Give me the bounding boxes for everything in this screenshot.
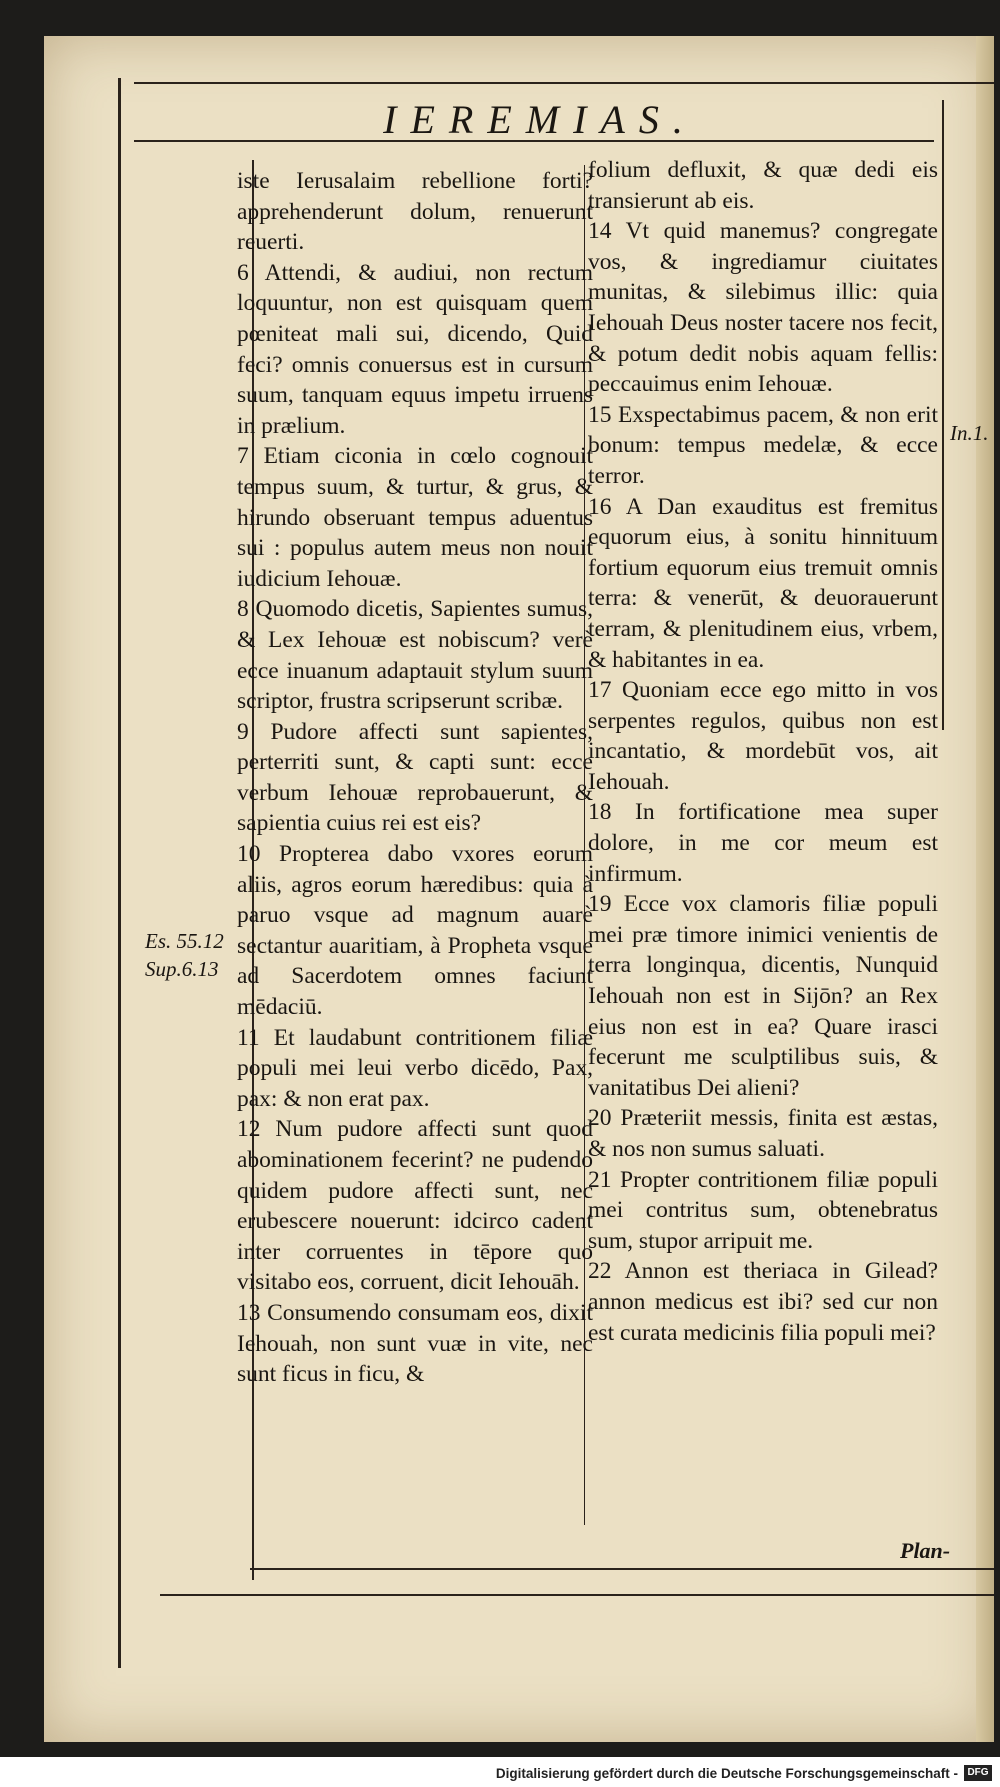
margin-note-left-2: Sup.6.13 [145,957,219,981]
verse-paragraph: 20 Præteriit messis, finita est æstas, & nos non sumus saluati. [588,1105,938,1162]
verse-paragraph: 11 Et laudabunt contritionem filiæ populi mei leui verbo dicēdo, Pax, pax: & non erat pax. [237,1024,593,1112]
footer-bar [0,1757,1000,1787]
verse-paragraph: 21 Propter contritionem filiæ populi mei contritus sum, obtenebratus sum, stupor arripuit me. [588,1166,938,1254]
margin-note-right: In.1. [950,421,989,445]
verse-paragraph: iste Ierusalaim rebellione forti? apprehenderunt dolum, renuerunt reuerti. [237,168,593,256]
page-header [140,92,940,148]
bottom-rule [250,1568,994,1570]
verse-paragraph: 19 Ecce vox clamoris filiæ populi mei præ timore inimici venientis de terra longinqua, dicentis, Nunquid Iehouah non est in Sijōn? an Rex eius non est in ea? Quare irasci fecerunt me sculptilibus suis, & vanitatibus Dei alieni? [588,891,938,1101]
verse-paragraph: 13 Consumendo consumam eos, dixit Iehouah, non sunt vuæ in vite, nec sunt ficus in ficu, & [237,1299,593,1388]
verse-paragraph: 14 Vt quid manemus? congregate vos, & ingrediamur ciuitates munitas, & silebimus illic: quia Iehouah Deus noster tacere nos fecit, & potum dedit nobis aquam fellis: peccauimus enim Iehouæ. [588,218,938,398]
verse-paragraph: 22 Annon est theriaca in Gilead? annon medicus est ibi? sed cur non est curata medicinis filia populi mei? [588,1258,938,1346]
footer-credit: Digitalisierung gefördert durch die Deutsche Forschungsgemeinschaft - [495,1766,958,1781]
verse-paragraph: 8 Quomodo dicetis, Sapientes sumus, & Lex Iehouæ est nobiscum? verè ecce inuanum adaptauit stylum suum scriptor, frustra scripserunt scribæ. [237,596,593,715]
margin-note-left-1: Es. 55.12 [145,929,224,953]
verse-paragraph: 17 Quoniam ecce ego mitto in vos serpentes regulos, quibus non est incantatio, & mordebūt vos, ait Iehouah. [588,677,938,795]
verse-paragraph: 10 Propterea dabo vxores eorum aliis, agros eorum hæredibus: quia à paruo vsque ad magnum auarè sectantur auaritiam, à Propheta vsque ad Sacerdotem omnes faciunt mēdaciū. [237,841,593,1021]
right-column [588,155,938,1348]
page-edge [976,36,994,1742]
dfg-logo: DFG [964,1765,992,1781]
running-head: IEREMIAS. [383,97,697,142]
left-column [237,166,593,1390]
top-rule [134,82,994,84]
right-rule [942,100,944,730]
outer-left-rule [118,78,121,1668]
verse-paragraph: 6 Attendi, & audiui, non rectum loquuntur, non est quisquam quem pœniteat mali sui, dicendo, Quid feci? omnis conuersus est in cursum suum, tanquam equus impetu irruens in prælium. [237,259,593,439]
verse-paragraph: 7 Etiam ciconia in cœlo cognouit tempus suum, & turtur, & grus, & hirundo obseruant tempus aduentus sui : populus autem meus non nouit iudicium Iehouæ. [237,443,593,592]
verse-paragraph: 12 Num pudore affecti sunt quod abominationem fecerint? ne pudendo quidem pudore affecti sunt, nec erubescere nouerunt: idcirco cadent inter corruentes in tēpore quo visitabo eos, corruent, dicit Iehouāh. [237,1116,593,1296]
verse-paragraph: 9 Pudore affecti sunt sapientes, perterriti sunt, & capti sunt: ecce verbum Iehouæ reprobauerunt, & sapientia cuius rei est eis? [237,718,593,837]
verse-paragraph: 15 Exspectabimus pacem, & non erit bonum: tempus medelæ, & ecce terror. [588,401,938,489]
catchword: Plan- [900,1538,951,1563]
verse-paragraph: folium defluxit, & quæ dedi eis transierunt ab eis. [588,157,938,214]
outer-bottom-rule [160,1594,994,1596]
verse-paragraph: 18 In fortificatione mea super dolore, in me cor meum est infirmum. [588,799,938,887]
verse-paragraph: 16 A Dan exauditus est fremitus equorum eius, à sonitu hinnituum fortium equorum eius tremuit omnis terra: & venerūt, & deuorauerunt terram, & plenitudinem eius, vrbem, & habitantes in ea. [588,493,938,673]
